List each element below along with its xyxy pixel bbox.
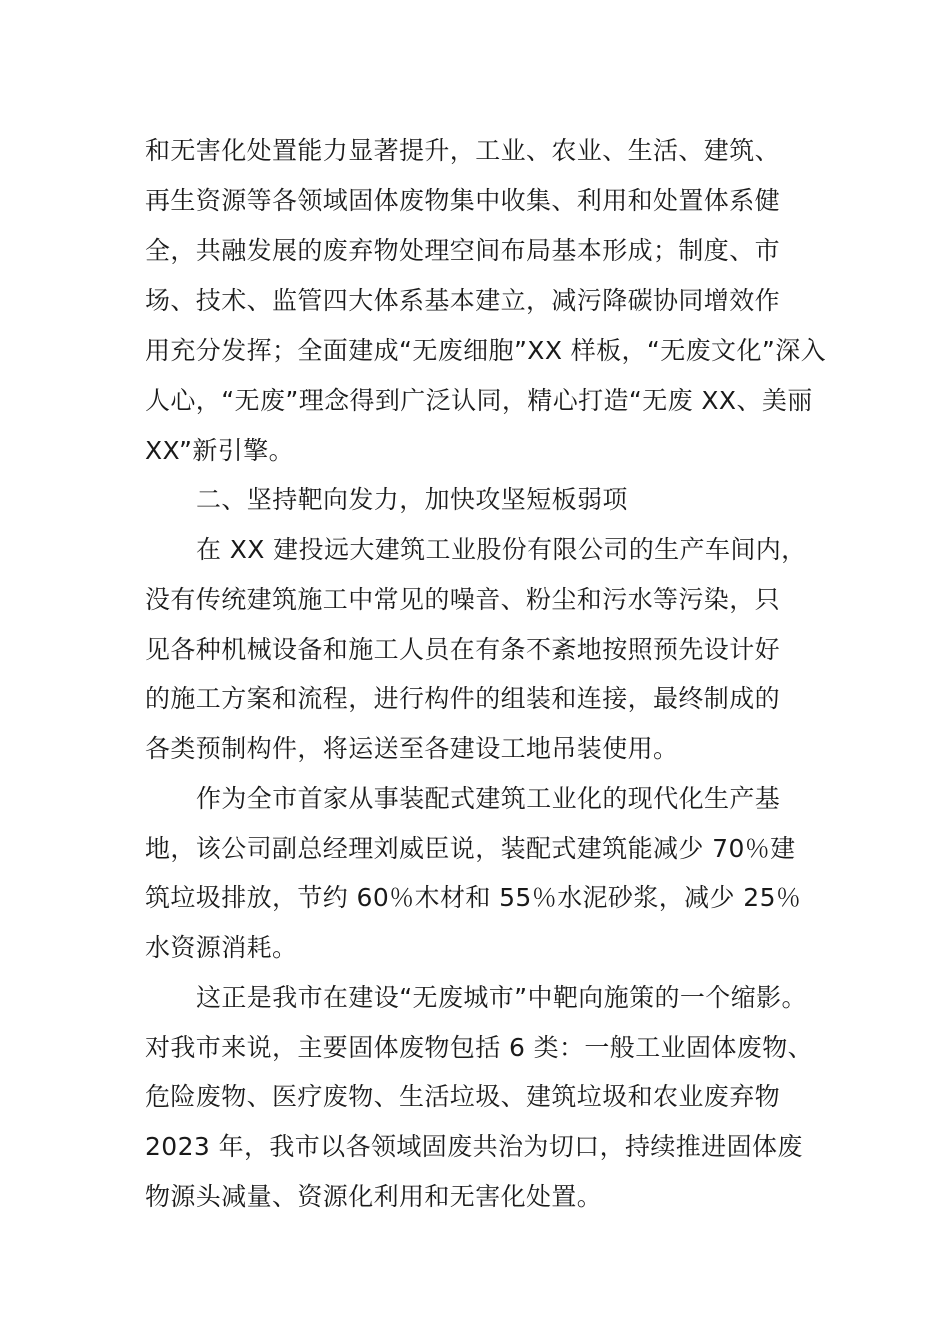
paragraph-line: 筑垃圾排放，节约 60％木材和 55％水泥砂浆，减少 25％ <box>145 883 802 912</box>
paragraph-line: 用充分发挥；全面建成“无废细胞”XX 样板，“无废文化”深入 <box>145 336 827 365</box>
paragraph-line: 没有传统建筑施工中常见的噪音、粉尘和污水等污染，只 <box>145 585 781 614</box>
paragraph-line: 各类预制构件，将运送至各建设工地吊装使用。 <box>145 734 679 763</box>
paragraph-line: 人心，“无废”理念得到广泛认同，精心打造“无废 XX、美丽 <box>145 386 813 415</box>
paragraph-line: 物源头减量、资源化利用和无害化处置。 <box>145 1182 603 1211</box>
paragraph-line: 对我市来说，主要固体废物包括 6 类：一般工业固体废物、 <box>145 1033 814 1062</box>
paragraph-line: XX”新引擎。 <box>145 436 294 465</box>
paragraph-line: 水资源消耗。 <box>145 933 298 962</box>
paragraph-line: 作为全市首家从事装配式建筑工业化的现代化生产基 <box>196 784 781 813</box>
paragraph-line: 场、技术、监管四大体系基本建立，减污降碳协同增效作 <box>145 286 781 315</box>
paragraph-line: 危险废物、医疗废物、生活垃圾、建筑垃圾和农业废弃物 <box>145 1082 781 1111</box>
paragraph-line: 见各种机械设备和施工人员在有条不紊地按照预先设计好 <box>145 635 781 664</box>
paragraph-line: 和无害化处置能力显著提升，工业、农业、生活、建筑、 <box>145 136 781 165</box>
paragraph-line: 这正是我市在建设“无废城市”中靶向施策的一个缩影。 <box>196 983 807 1012</box>
paragraph-line: 全，共融发展的废弃物处理空间布局基本形成；制度、市 <box>145 236 781 265</box>
paragraph-line: 在 XX 建投远大建筑工业股份有限公司的生产车间内， <box>196 535 807 564</box>
paragraph-line: 再生资源等各领域固体废物集中收集、利用和处置体系健 <box>145 186 781 215</box>
paragraph-line: 2023 年，我市以各领域固废共治为切口，持续推进固体废 <box>145 1132 803 1161</box>
paragraph-line: 的施工方案和流程，进行构件的组装和连接，最终制成的 <box>145 684 781 713</box>
section-heading: 二、坚持靶向发力，加快攻坚短板弱项 <box>196 485 628 514</box>
paragraph-line: 地，该公司副总经理刘威臣说，装配式建筑能减少 70％建 <box>145 834 796 863</box>
